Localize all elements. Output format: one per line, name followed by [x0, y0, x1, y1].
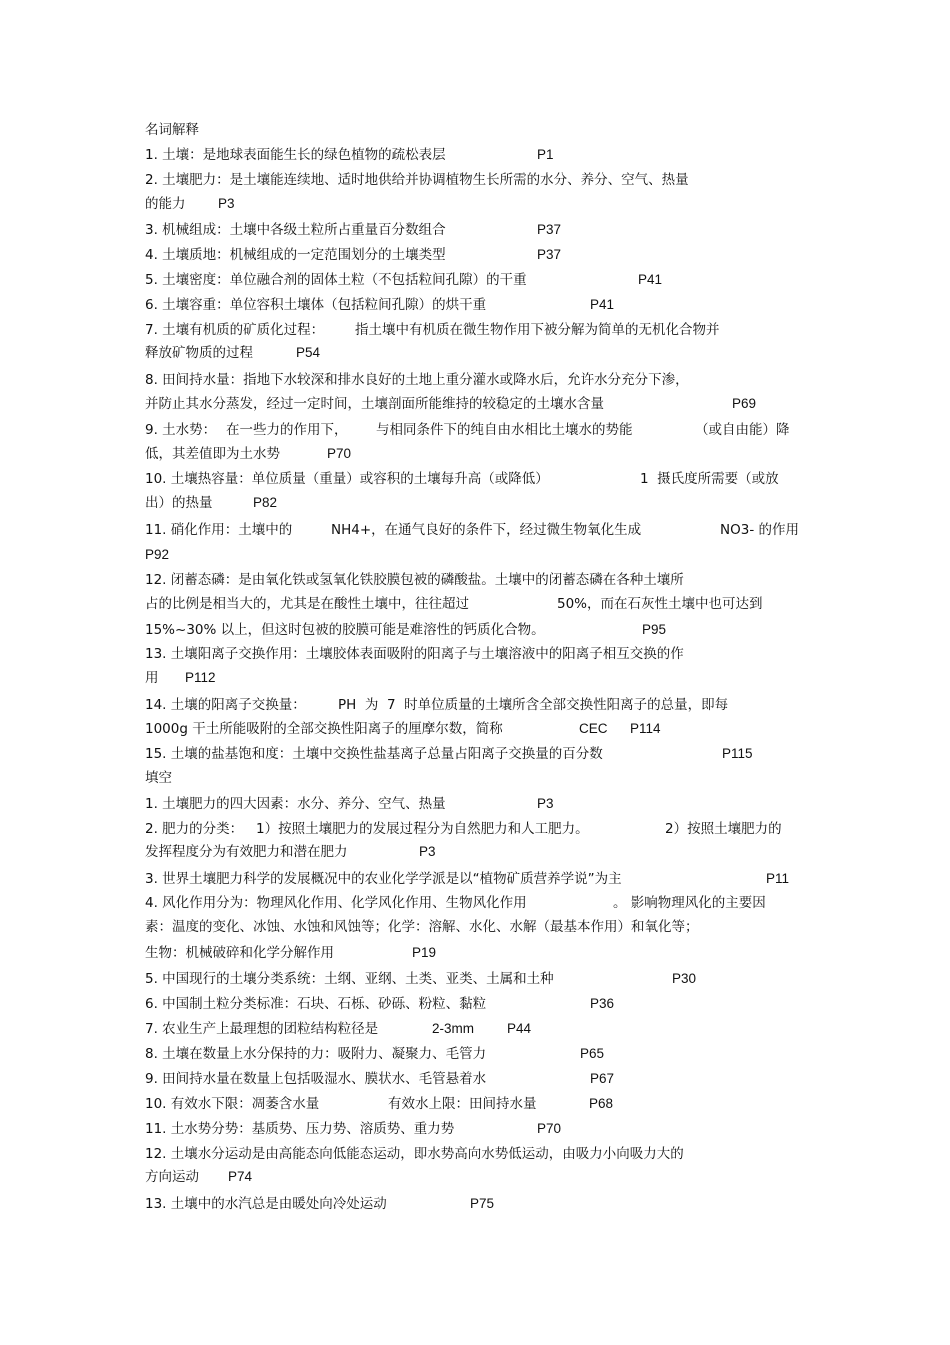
- definition-text: 用: [145, 670, 159, 686]
- definition-text: 12. 闭蓄态磷：是由氧化铁或氢氧化铁胶膜包被的磷酸盐。土壤中的闭蓄态磷在各种土壤所: [145, 572, 684, 588]
- definition-text: 并防止其水分蒸发，经过一定时间，土壤剖面所能维持的较稳定的土壤水含量: [145, 396, 604, 412]
- fill-text: 发挥程度分为有效肥力和潜在肥力: [145, 844, 348, 860]
- definition-text: CEC: [579, 721, 608, 736]
- section-heading-definitions: 名词解释: [145, 122, 199, 138]
- page-ref: P115: [722, 746, 753, 761]
- fill-text: 5. 中国现行的土壤分类系统：土纲、亚纲、土类、亚类、土属和土种: [145, 971, 554, 987]
- fill-text: 2-3mm: [432, 1021, 475, 1036]
- page-ref: P69: [732, 396, 757, 411]
- definition-text: PH 为 7 时单位质量的土壤所含全部交换性阳离子的总量，即每: [338, 697, 729, 713]
- definition-text: 8. 田间持水量：指地下水较深和排水良好的土地上重分灌水或降水后，允许水分充分下渗，: [145, 372, 689, 388]
- fill-text: 6. 中国制土粒分类标准：石块、石栎、砂砾、粉粒、黏粒: [145, 996, 487, 1012]
- page-ref: P30: [672, 971, 697, 986]
- definition-text: NO3- 的作用: [720, 522, 799, 538]
- definition-text: 的能力: [145, 196, 186, 212]
- page-ref: P41: [590, 297, 615, 312]
- page-ref: P37: [537, 222, 562, 237]
- page-ref: P1: [537, 147, 554, 162]
- definition-text: 出）的热量: [145, 495, 213, 511]
- definition-text: 9. 土水势：: [145, 422, 217, 438]
- fill-text: 。 影响物理风化的主要因: [613, 895, 766, 911]
- fill-text: 13. 土壤中的水汽总是由暖处向冷处运动: [145, 1196, 387, 1212]
- definition-text: （或自由能）降: [695, 422, 790, 438]
- page-ref: P36: [590, 996, 615, 1011]
- page-ref: P11: [766, 871, 790, 886]
- page-ref: P95: [642, 622, 667, 637]
- page-ref: P114: [630, 721, 661, 736]
- definition-text: 2. 土壤肥力：是土壤能连续地、适时地供给并协调植物生长所需的水分、养分、空气、热量: [145, 172, 689, 188]
- definition-text: 11. 硝化作用：土壤中的: [145, 522, 293, 538]
- fill-text: 8. 土壤在数量上水分保持的力：吸附力、凝聚力、毛管力: [145, 1046, 487, 1062]
- definition-text: 5. 土壤密度：单位融合剂的固体土粒（不包括粒间孔隙）的干重: [145, 272, 527, 288]
- fill-text: 3. 世界土壤肥力科学的发展概况中的农业化学学派是以“植物矿质营养学说”为主: [145, 871, 622, 887]
- page-ref: P65: [580, 1046, 605, 1061]
- definition-text: 14. 土壤的阳离子交换量：: [145, 697, 306, 713]
- page-ref: P41: [638, 272, 663, 287]
- definition-text: 7. 土壤有机质的矿质化过程：: [145, 322, 325, 338]
- page-ref: P92: [145, 547, 170, 562]
- page-ref: P19: [412, 945, 437, 960]
- page-ref: P74: [228, 1169, 253, 1184]
- page-ref: P3: [419, 844, 436, 859]
- page-ref: P54: [296, 345, 321, 360]
- definition-text: 1000g 干土所能吸附的全部交换性阳离子的厘摩尔数，简称: [145, 721, 503, 737]
- fill-text: 方向运动: [145, 1169, 199, 1185]
- fill-text: 12. 土壤水分运动是由高能态向低能态运动，即水势高向水势低运动，由吸力小向吸力大的: [145, 1146, 684, 1162]
- page-ref: P70: [327, 446, 352, 461]
- definition-text: 15. 土壤的盐基饱和度：土壤中交换性盐基离子总量占阳离子交换量的百分数: [145, 746, 603, 762]
- definition-text: 6. 土壤容重：单位容积土壤体（包括粒间孔隙）的烘干重: [145, 297, 487, 313]
- page-ref: P70: [537, 1121, 562, 1136]
- definition-text: 释放矿物质的过程: [145, 345, 253, 361]
- section-heading-fill: 填空: [145, 770, 172, 786]
- fill-text: 10. 有效水下限：凋萎含水量: [145, 1096, 320, 1112]
- page-ref: P3: [218, 196, 235, 211]
- definition-text: 在一些力的作用下，: [226, 422, 348, 438]
- fill-text: 9. 田间持水量在数量上包括吸湿水、膜状水、毛管悬着水: [145, 1071, 487, 1087]
- definition-text: 与相同条件下的纯自由水相比土壤水的势能: [376, 422, 633, 438]
- definition-text: 15%~30% 以上，但这时包被的胶膜可能是难溶性的钙质化合物。: [145, 622, 545, 638]
- page-ref: P112: [185, 670, 216, 685]
- definition-text: 50%，而在石灰性土壤中也可达到: [557, 596, 763, 612]
- definition-text: 1 摄氏度所需要（或放: [640, 471, 779, 487]
- fill-text: 7. 农业生产上最理想的团粒结构粒径是: [145, 1021, 379, 1037]
- definition-text: 1. 土壤：是地球表面能生长的绿色植物的疏松表层: [145, 147, 446, 163]
- fill-text: 有效水上限：田间持水量: [388, 1096, 537, 1112]
- fill-text: 素：温度的变化、冰蚀、水蚀和风蚀等；化学：溶解、水化、水解（最基本作用）和氧化等；: [145, 919, 699, 935]
- page-ref: P82: [253, 495, 278, 510]
- fill-text: 1）按照土壤肥力的发展过程分为自然肥力和人工肥力。: [256, 821, 589, 837]
- page-ref: P44: [507, 1021, 532, 1036]
- definition-text: NH4+，在通气良好的条件下，经过微生物氧化生成: [331, 522, 642, 538]
- page-ref: P3: [537, 796, 554, 811]
- fill-text: 生物：机械破碎和化学分解作用: [145, 945, 334, 961]
- definition-text: 低，其差值即为土水势: [145, 446, 280, 462]
- definition-text: 指土壤中有机质在微生物作用下被分解为简单的无机化合物并: [355, 322, 720, 338]
- definition-text: 4. 土壤质地：机械组成的一定范围划分的土壤类型: [145, 247, 446, 263]
- page-ref: P68: [589, 1096, 614, 1111]
- definition-text: 3. 机械组成：土壤中各级土粒所占重量百分数组合: [145, 222, 446, 238]
- fill-text: 11. 土水势分势：基质势、压力势、溶质势、重力势: [145, 1121, 455, 1137]
- fill-text: 2）按照土壤肥力的: [665, 821, 782, 837]
- fill-text: 4. 风化作用分为：物理风化作用、化学风化作用、生物风化作用: [145, 895, 527, 911]
- page-ref: P75: [470, 1196, 495, 1211]
- definition-text: 13. 土壤阳离子交换作用：土壤胶体表面吸附的阳离子与土壤溶液中的阳离子相互交换的作: [145, 646, 684, 662]
- page-ref: P67: [590, 1071, 615, 1086]
- definition-text: 10. 土壤热容量：单位质量（重量）或容积的土壤每升高（或降低）: [145, 471, 549, 487]
- fill-text: 1. 土壤肥力的四大因素：水分、养分、空气、热量: [145, 796, 446, 812]
- definition-text: 占的比例是相当大的，尤其是在酸性土壤中，往往超过: [145, 596, 469, 612]
- page-ref: P37: [537, 247, 562, 262]
- fill-text: 2. 肥力的分类：: [145, 821, 244, 837]
